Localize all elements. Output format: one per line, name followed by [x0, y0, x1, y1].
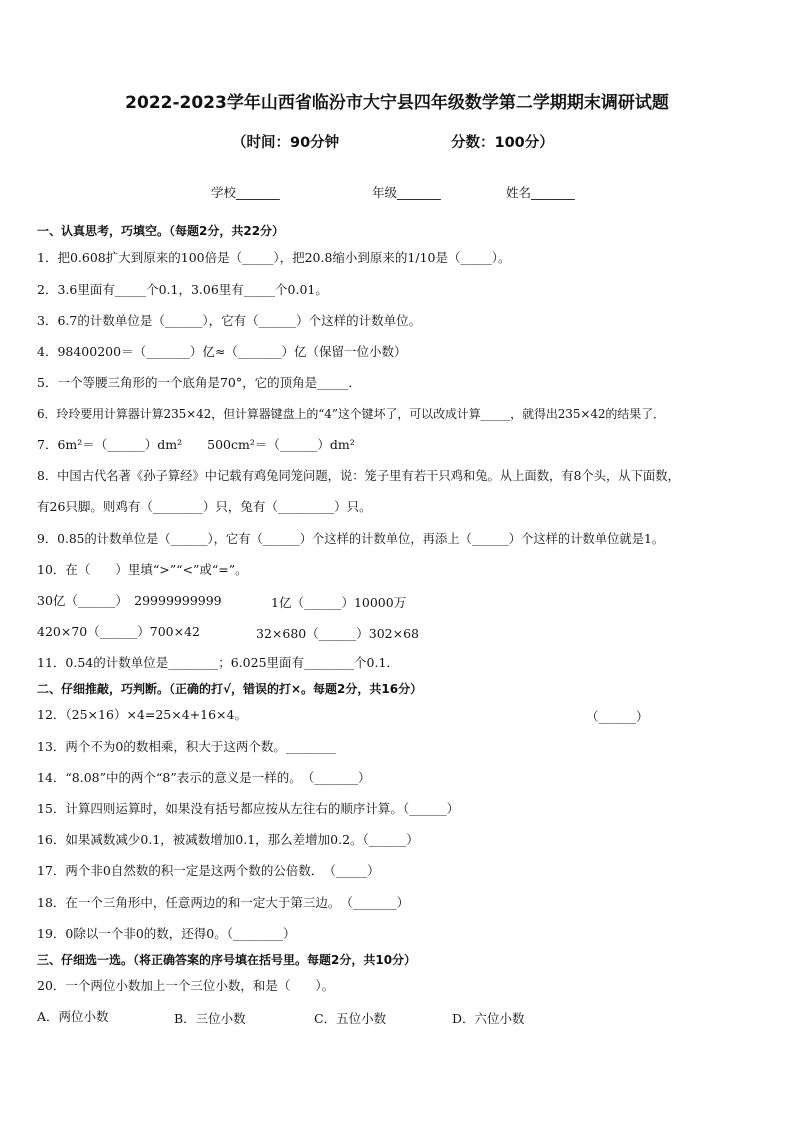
question-10-row-2-right: 32×680（______）302×68 — [256, 626, 419, 641]
question-20: 20．一个两位小数加上一个三位小数，和是（ ）。 — [37, 978, 335, 993]
question-18: 18．在一个三角形中，任意两边的和一定大于第三边。 （_______） — [37, 895, 410, 910]
question-7: 7．6m²＝（______）dm² 500cm²＝（______）dm² — [37, 437, 355, 452]
question-13: 13．两个不为0的数相乘，积大于这两个数。________ — [37, 739, 336, 754]
question-19: 19．0除以一个非0的数，还得0。（________） — [37, 926, 296, 941]
question-4: 4．98400200＝（_______）亿≈（_______）亿（保留一位小数） — [37, 344, 407, 359]
question-14: 14．“8.08”中的两个“8”表示的意义是一样的。 （_______） — [37, 770, 371, 785]
question-12: 12．（25×16）×4=25×4+16×4。 — [37, 707, 247, 722]
name-field: 姓名_______ — [506, 185, 575, 200]
question-20-option-a: A．两位小数 — [37, 1009, 109, 1024]
exam-score: 分数：100分） — [451, 135, 554, 151]
question-8-line-2: 有26只脚。则鸡有（________）只，兔有（_________）只。 — [37, 499, 372, 514]
question-10: 10．在（ ）里填“>”“<”或“=”。 — [37, 562, 248, 577]
question-12-answer: （______） — [586, 709, 649, 724]
school-field: 学校_______ — [211, 185, 280, 200]
exam-time: （时间：90分钟 — [232, 135, 340, 151]
question-20-option-d: D．六位小数 — [452, 1011, 525, 1026]
question-3: 3．6.7的计数单位是（______），它有（______）个这样的计数单位。 — [37, 313, 422, 328]
question-17: 17．两个非0自然数的积一定是这两个数的公倍数． （_____） — [37, 863, 380, 878]
question-9: 9．0.85的计数单位是（______），它有（______）个这样的计数单位，再添上（______）个这样的计数单位就是1。 — [37, 532, 665, 546]
question-5: 5．一个等腰三角形的一个底角是70°，它的顶角是_____． — [37, 375, 361, 390]
page-title: 2022-2023学年山西省临汾市大宁县四年级数学第二学期期末调研试题 — [125, 93, 669, 113]
question-10-row-1-left: 30亿（______） 29999999999 — [37, 593, 222, 608]
question-2: 2．3.6里面有_____个0.1，3.06里有_____个0.01。 — [37, 282, 328, 297]
question-10-row-2-left: 420×70（______）700×42 — [37, 624, 200, 639]
section-1-heading: 一、认真思考，巧填空。（每题2分，共22分） — [37, 224, 285, 238]
question-8-line-1: 8．中国古代名著《孙子算经》中记载有鸡兔同笼问题，说：笼子里有若干只鸡和兔。从上面数，有8个头，从下面数， — [37, 469, 680, 483]
question-16: 16．如果减数减少0.1，被减数增加0.1，那么差增加0.2。（______） — [37, 832, 419, 847]
question-1: 1．把0.608扩大到原来的100倍是（_____），把20.8缩小到原来的1/10是（_____）。 — [37, 250, 511, 265]
section-2-heading: 二、仔细推敲，巧判断。（正确的打√，错误的打×。每题2分，共16分） — [37, 682, 423, 696]
question-15: 15．计算四则运算时，如果没有括号都应按从左往右的顺序计算。（______） — [37, 801, 460, 816]
question-10-row-1-right: 1亿（______）10000万 — [271, 595, 407, 610]
grade-field: 年级_______ — [372, 185, 441, 200]
question-20-option-c: C．五位小数 — [314, 1011, 387, 1026]
section-3-heading: 三、仔细选一选。（将正确答案的序号填在括号里。每题2分，共10分） — [37, 953, 417, 967]
question-11: 11．0.54的计数单位是________；6.025里面有________个0.1． — [37, 655, 399, 670]
question-20-option-b: B．三位小数 — [174, 1011, 246, 1026]
question-6: 6．玲玲要用计算器计算235×42，但计算器键盘上的“4”这个键坏了，可以改成计算_____，就得出235×42的结果了． — [37, 407, 665, 421]
